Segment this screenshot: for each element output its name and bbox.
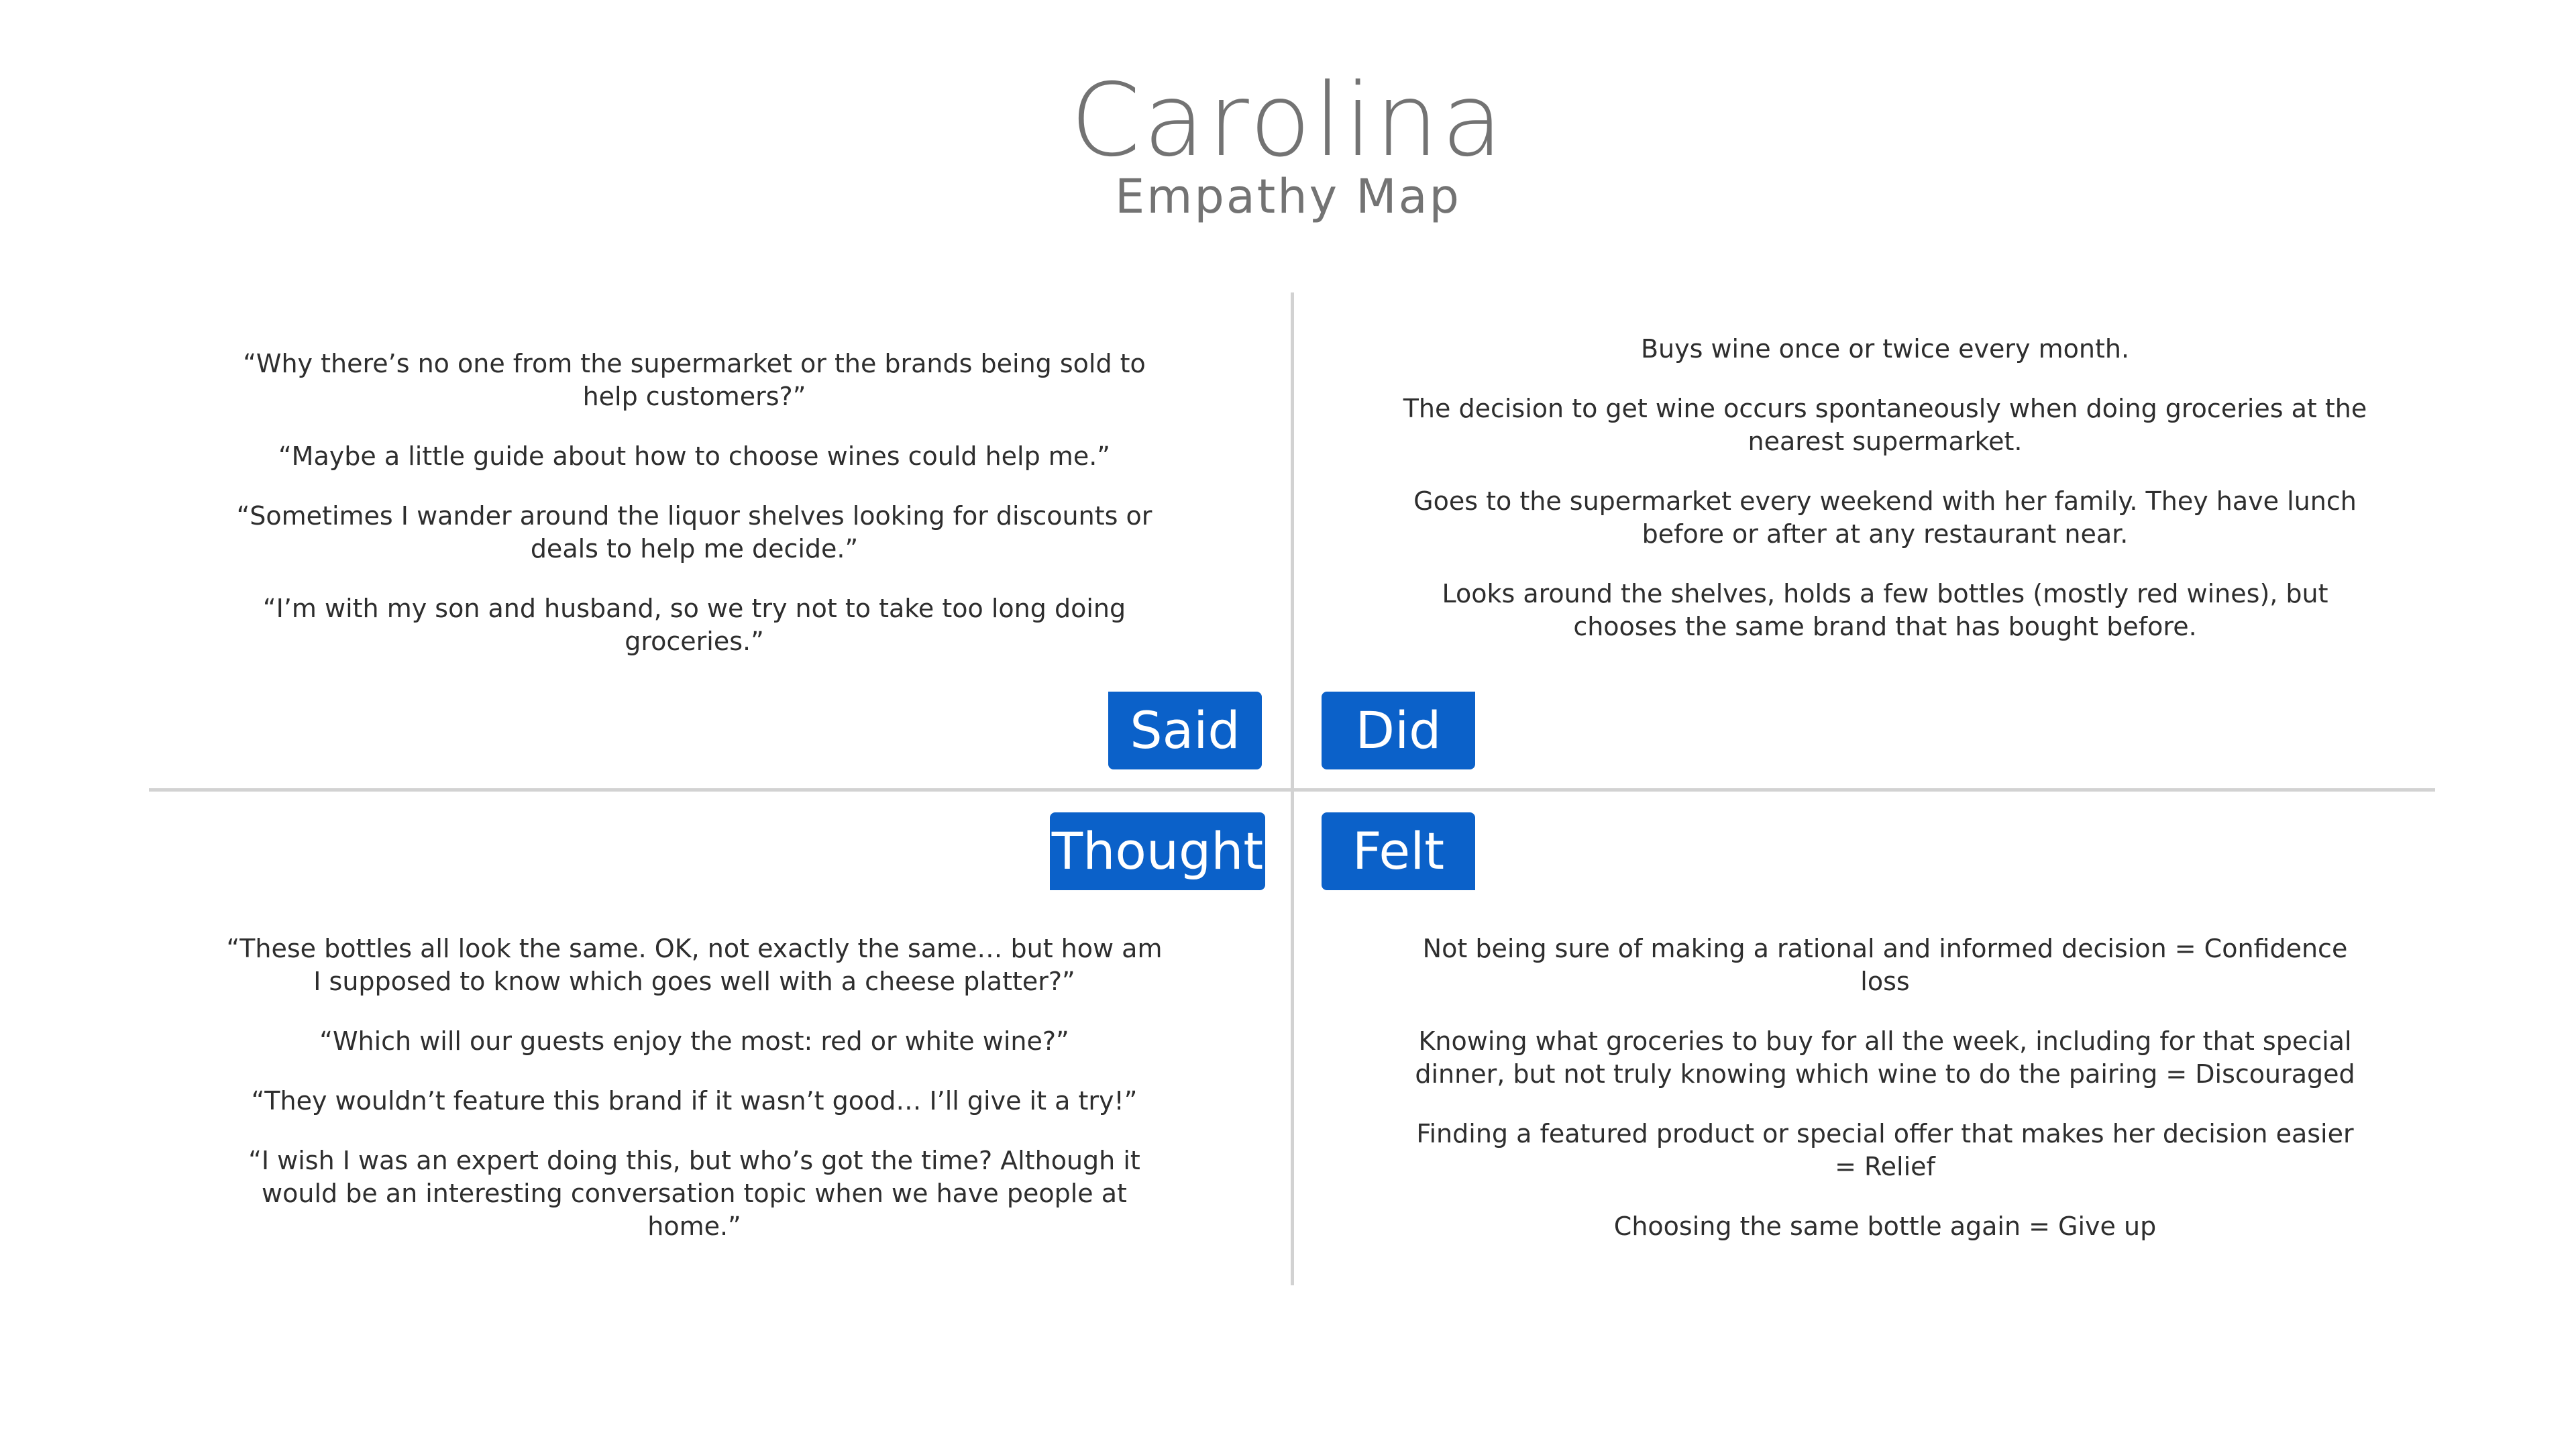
thought-label: Thought bbox=[1050, 812, 1265, 890]
thought-item: “They wouldn’t feature this brand if it wasn’t good… I’ll give it a try!” bbox=[251, 1086, 1138, 1116]
map-subtitle: Empathy Map bbox=[1115, 169, 1461, 224]
did-item: Looks around the shelves, holds a few bottles (mostly red wines), but chooses the same brand that has bought before. bbox=[1442, 579, 2328, 641]
said-label: Said bbox=[1108, 692, 1262, 769]
thought-item: “I wish I was an expert doing this, but who’s got the time? Although it would be an interesting conversation topic when we have people at home.” bbox=[248, 1146, 1140, 1241]
did-item: The decision to get wine occurs spontaneously when doing groceries at the nearest supermarket. bbox=[1403, 394, 2367, 456]
said-item: “I’m with my son and husband, so we try not to take too long doing groceries.” bbox=[262, 594, 1126, 656]
said-item: “Maybe a little guide about how to choose wines could help me.” bbox=[278, 441, 1110, 471]
thought-item: “Which will our guests enjoy the most: red or white wine?” bbox=[319, 1026, 1069, 1056]
felt-item: Choosing the same bottle again = Give up bbox=[1613, 1212, 2157, 1241]
horizontal-divider bbox=[149, 788, 2435, 792]
did-quadrant bbox=[1402, 333, 2368, 643]
did-item: Buys wine once or twice every month. bbox=[1640, 334, 2130, 364]
persona-name: Carolina bbox=[1070, 62, 1506, 179]
thought-item: “These bottles all look the same. OK, not exactly the same… but how am I supposed to know which goes well with a cheese platter?” bbox=[226, 934, 1163, 996]
felt-item: Knowing what groceries to buy for all the week, including for that special dinner, but not truly knowing which wine to do the pairing = Discouraged bbox=[1415, 1026, 2355, 1089]
said-item: “Why there’s no one from the supermarket or the brands being sold to help customers?” bbox=[243, 349, 1146, 411]
did-item: Goes to the supermarket every weekend with her family. They have lunch before or after at any restaurant near. bbox=[1413, 486, 2357, 549]
said-quadrant bbox=[221, 347, 1167, 658]
felt-label: Felt bbox=[1322, 812, 1475, 890]
felt-item: Not being sure of making a rational and informed decision = Confidence loss bbox=[1422, 934, 2348, 996]
felt-quadrant bbox=[1402, 932, 2368, 1243]
said-item: “Sometimes I wander around the liquor shelves looking for discounts or deals to help me decide.” bbox=[236, 501, 1152, 564]
felt-item: Finding a featured product or special offer that makes her decision easier = Relief bbox=[1416, 1119, 2354, 1181]
thought-quadrant bbox=[221, 932, 1167, 1243]
did-label: Did bbox=[1322, 692, 1475, 769]
